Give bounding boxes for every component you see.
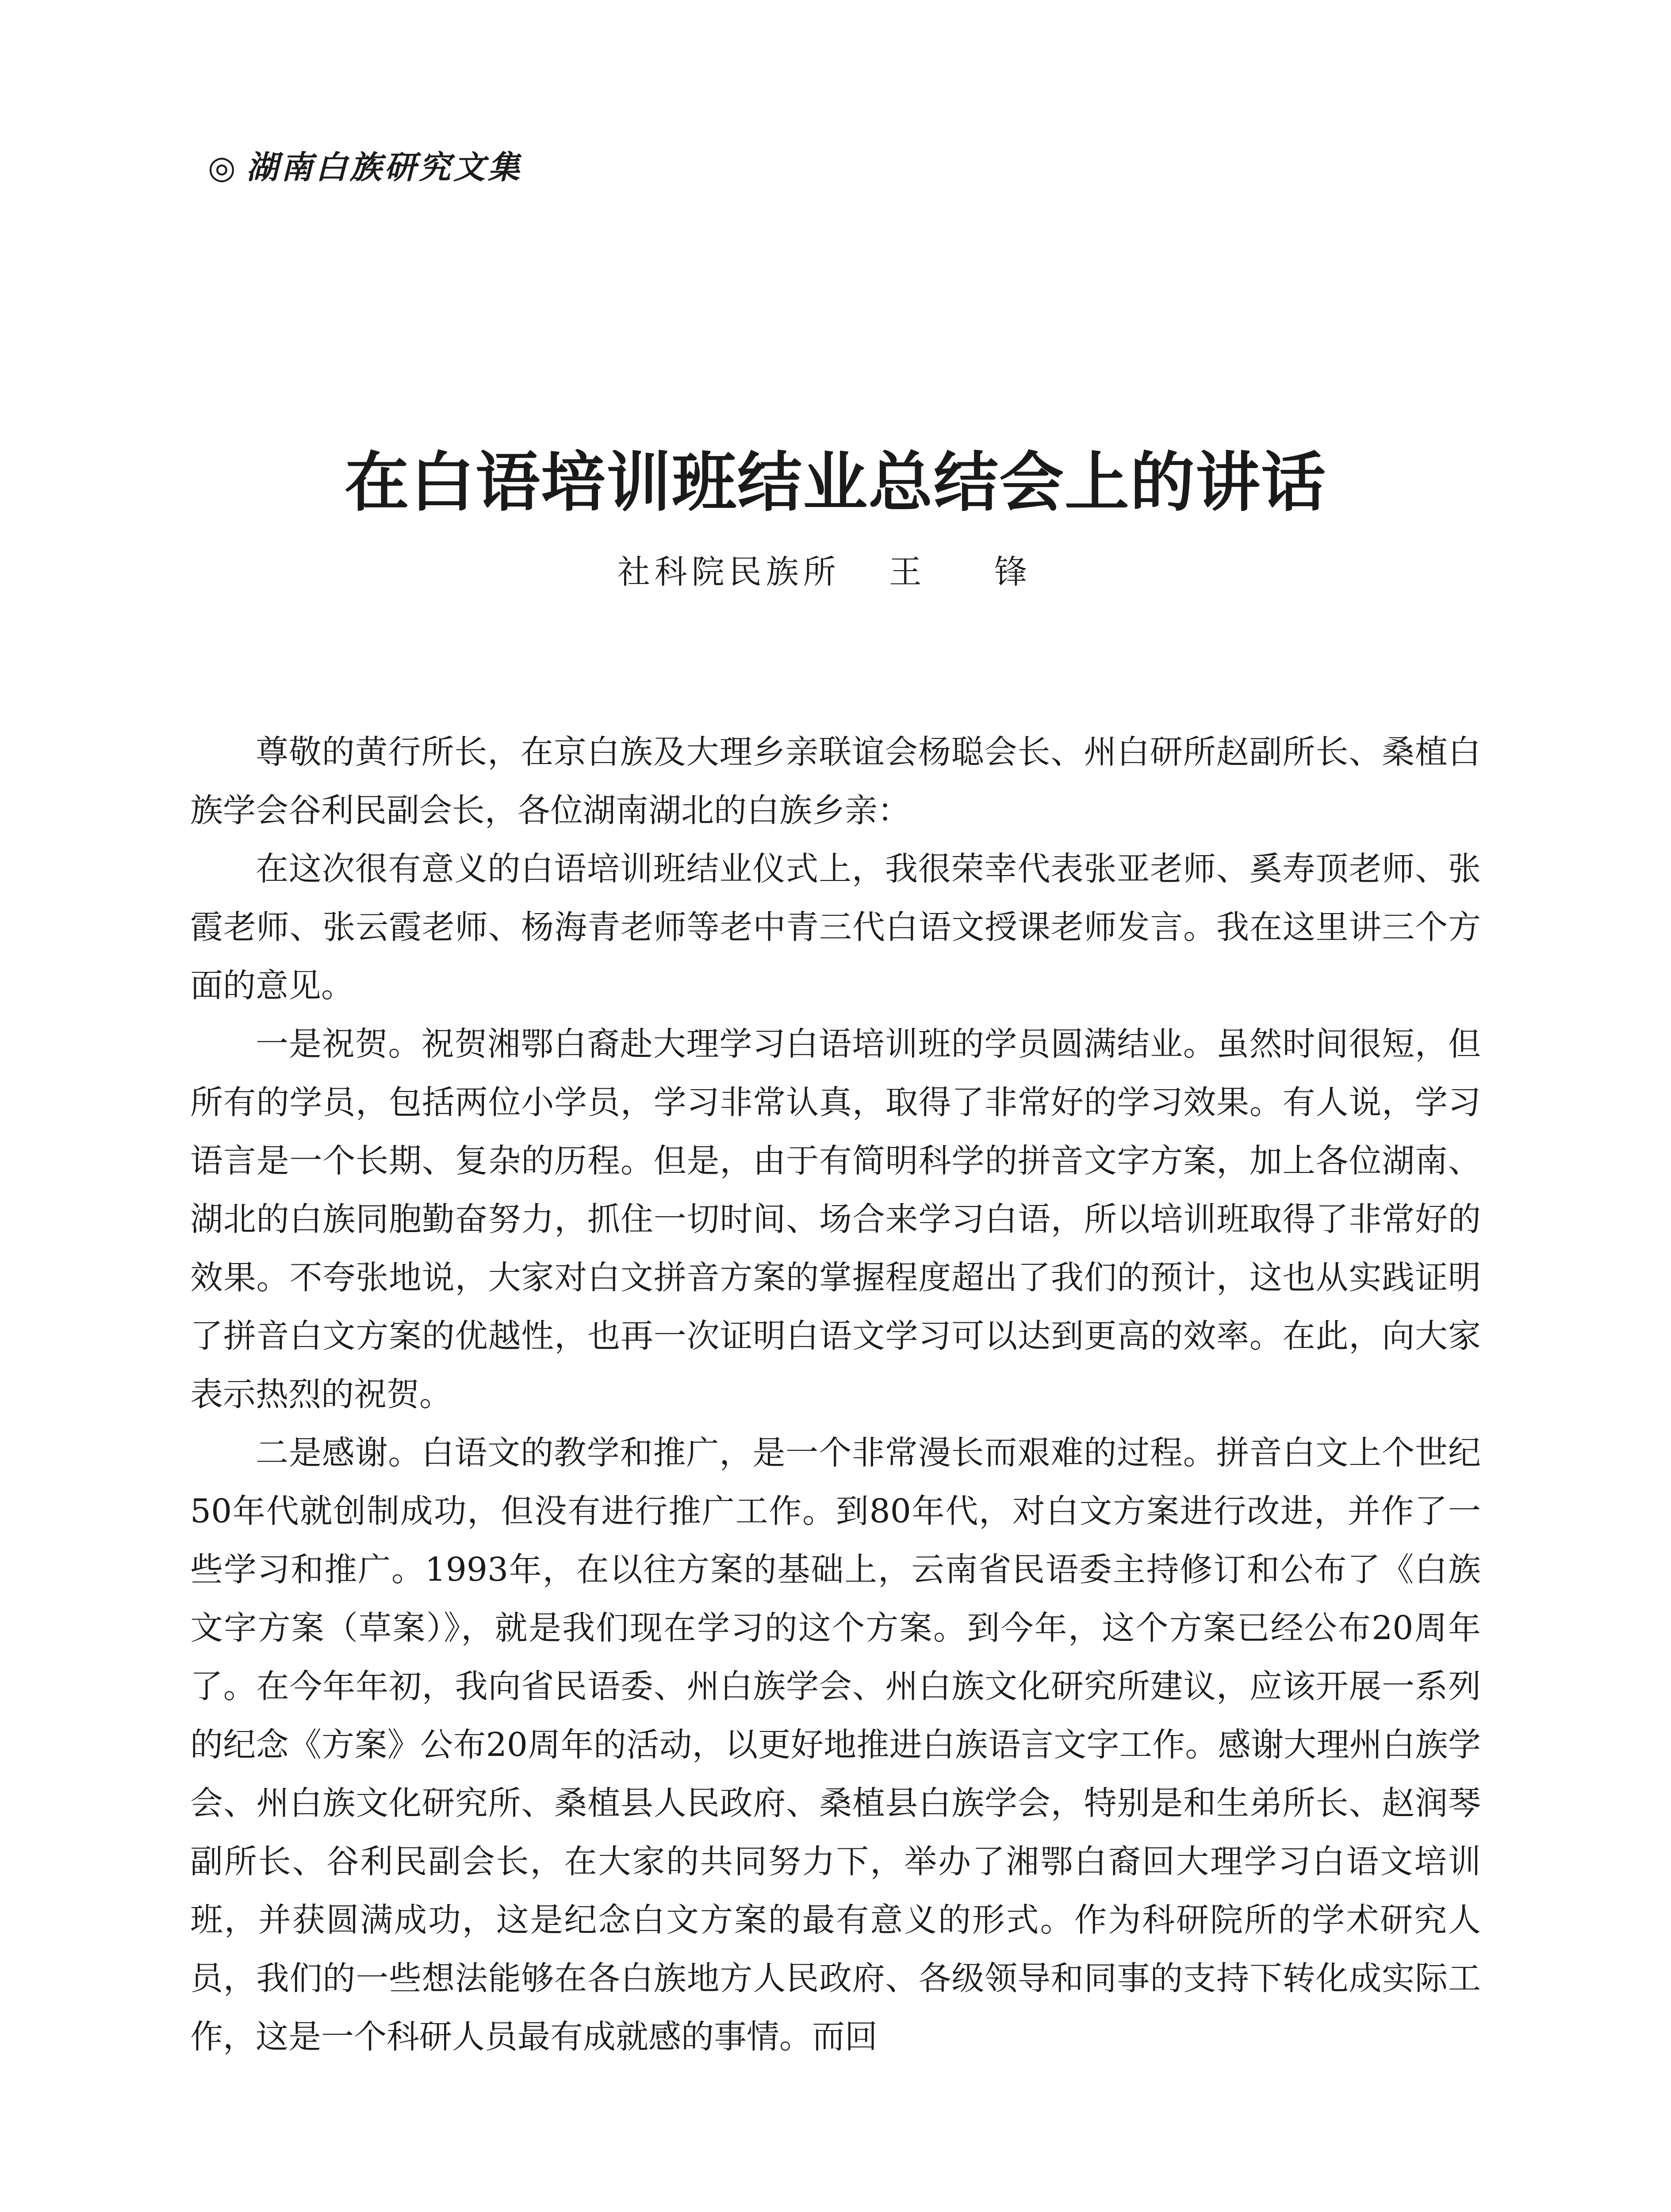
author-name: 王 锋 <box>889 553 1054 591</box>
paragraph-intro: 在这次很有意义的白语培训班结业仪式上，我很荣幸代表张亚老师、奚寿顶老师、张霞老师、张云霞老师、杨海青老师等老中青三代白语文授课老师发言。我在这里讲三个方面的意见。 <box>190 850 1481 1005</box>
header-circle-icon: ◎ <box>208 149 238 186</box>
running-title: 湖南白族研究文集 <box>246 148 522 186</box>
byline <box>0 548 1671 596</box>
article-title: 在白语培训班结业总结会上的讲话 <box>345 445 1326 520</box>
article-body <box>190 723 1481 2066</box>
paragraph-congratulations: 一是祝贺。祝贺湘鄂白裔赴大理学习白语培训班的学员圆满结业。虽然时间很短，但所有的学员，包括两位小学员，学习非常认真，取得了非常好的学习效果。有人说，学习语言是一个长期、复杂的历程。但是，由于有简明科学的拼音文字方案，加上各位湖南、湖北的白族同胞勤奋努力，抓住一切时间、场合来学习白语，所以培训班取得了非常好的效果。不夸张地说，大家对白文拼音方案的掌握程度超出了我们的预计，这也从实践证明了拼音白文方案的优越性，也再一次证明白语文学习可以达到更高的效率。在此，向大家表示热烈的祝贺。 <box>190 1025 1481 1413</box>
author-affiliation: 社科院民族所 <box>617 553 840 591</box>
paragraph-salutation: 尊敬的黄行所长，在京白族及大理乡亲联谊会杨聪会长、州白研所赵副所长、桑植白族学会谷利民副会长，各位湖南湖北的白族乡亲： <box>190 733 1481 830</box>
paragraph-thanks: 二是感谢。白语文的教学和推广，是一个非常漫长而艰难的过程。拼音白文上个世纪50年代就创制成功，但没有进行推广工作。到80年代，对白文方案进行改进，并作了一些学习和推广。1993年，在以往方案的基础上，云南省民语委主持修订和公布了《白族文字方案（草案）》，就是我们现在学习的这个方案。到今年，这个方案已经公布20周年了。在今年年初，我向省民语委、州白族学会、州白族文化研究所建议，应该开展一系列的纪念《方案》公布20周年的活动，以更好地推进白族语言文字工作。感谢大理州白族学会、州白族文化研究所、桑植县人民政府、桑植县白族学会，特别是和生弟所长、赵润琴副所长、谷利民副会长，在大家的共同努力下，举办了湘鄂白裔回大理学习白语文培训班，并获圆满成功，这是纪念白文方案的最有意义的形式。作为科研院所的学术研究人员，我们的一些想法能够在各白族地方人民政府、各级领导和同事的支持下转化成实际工作，这是一个科研人员最有成就感的事情。而回 <box>190 1434 1481 2056</box>
running-header <box>208 145 522 189</box>
